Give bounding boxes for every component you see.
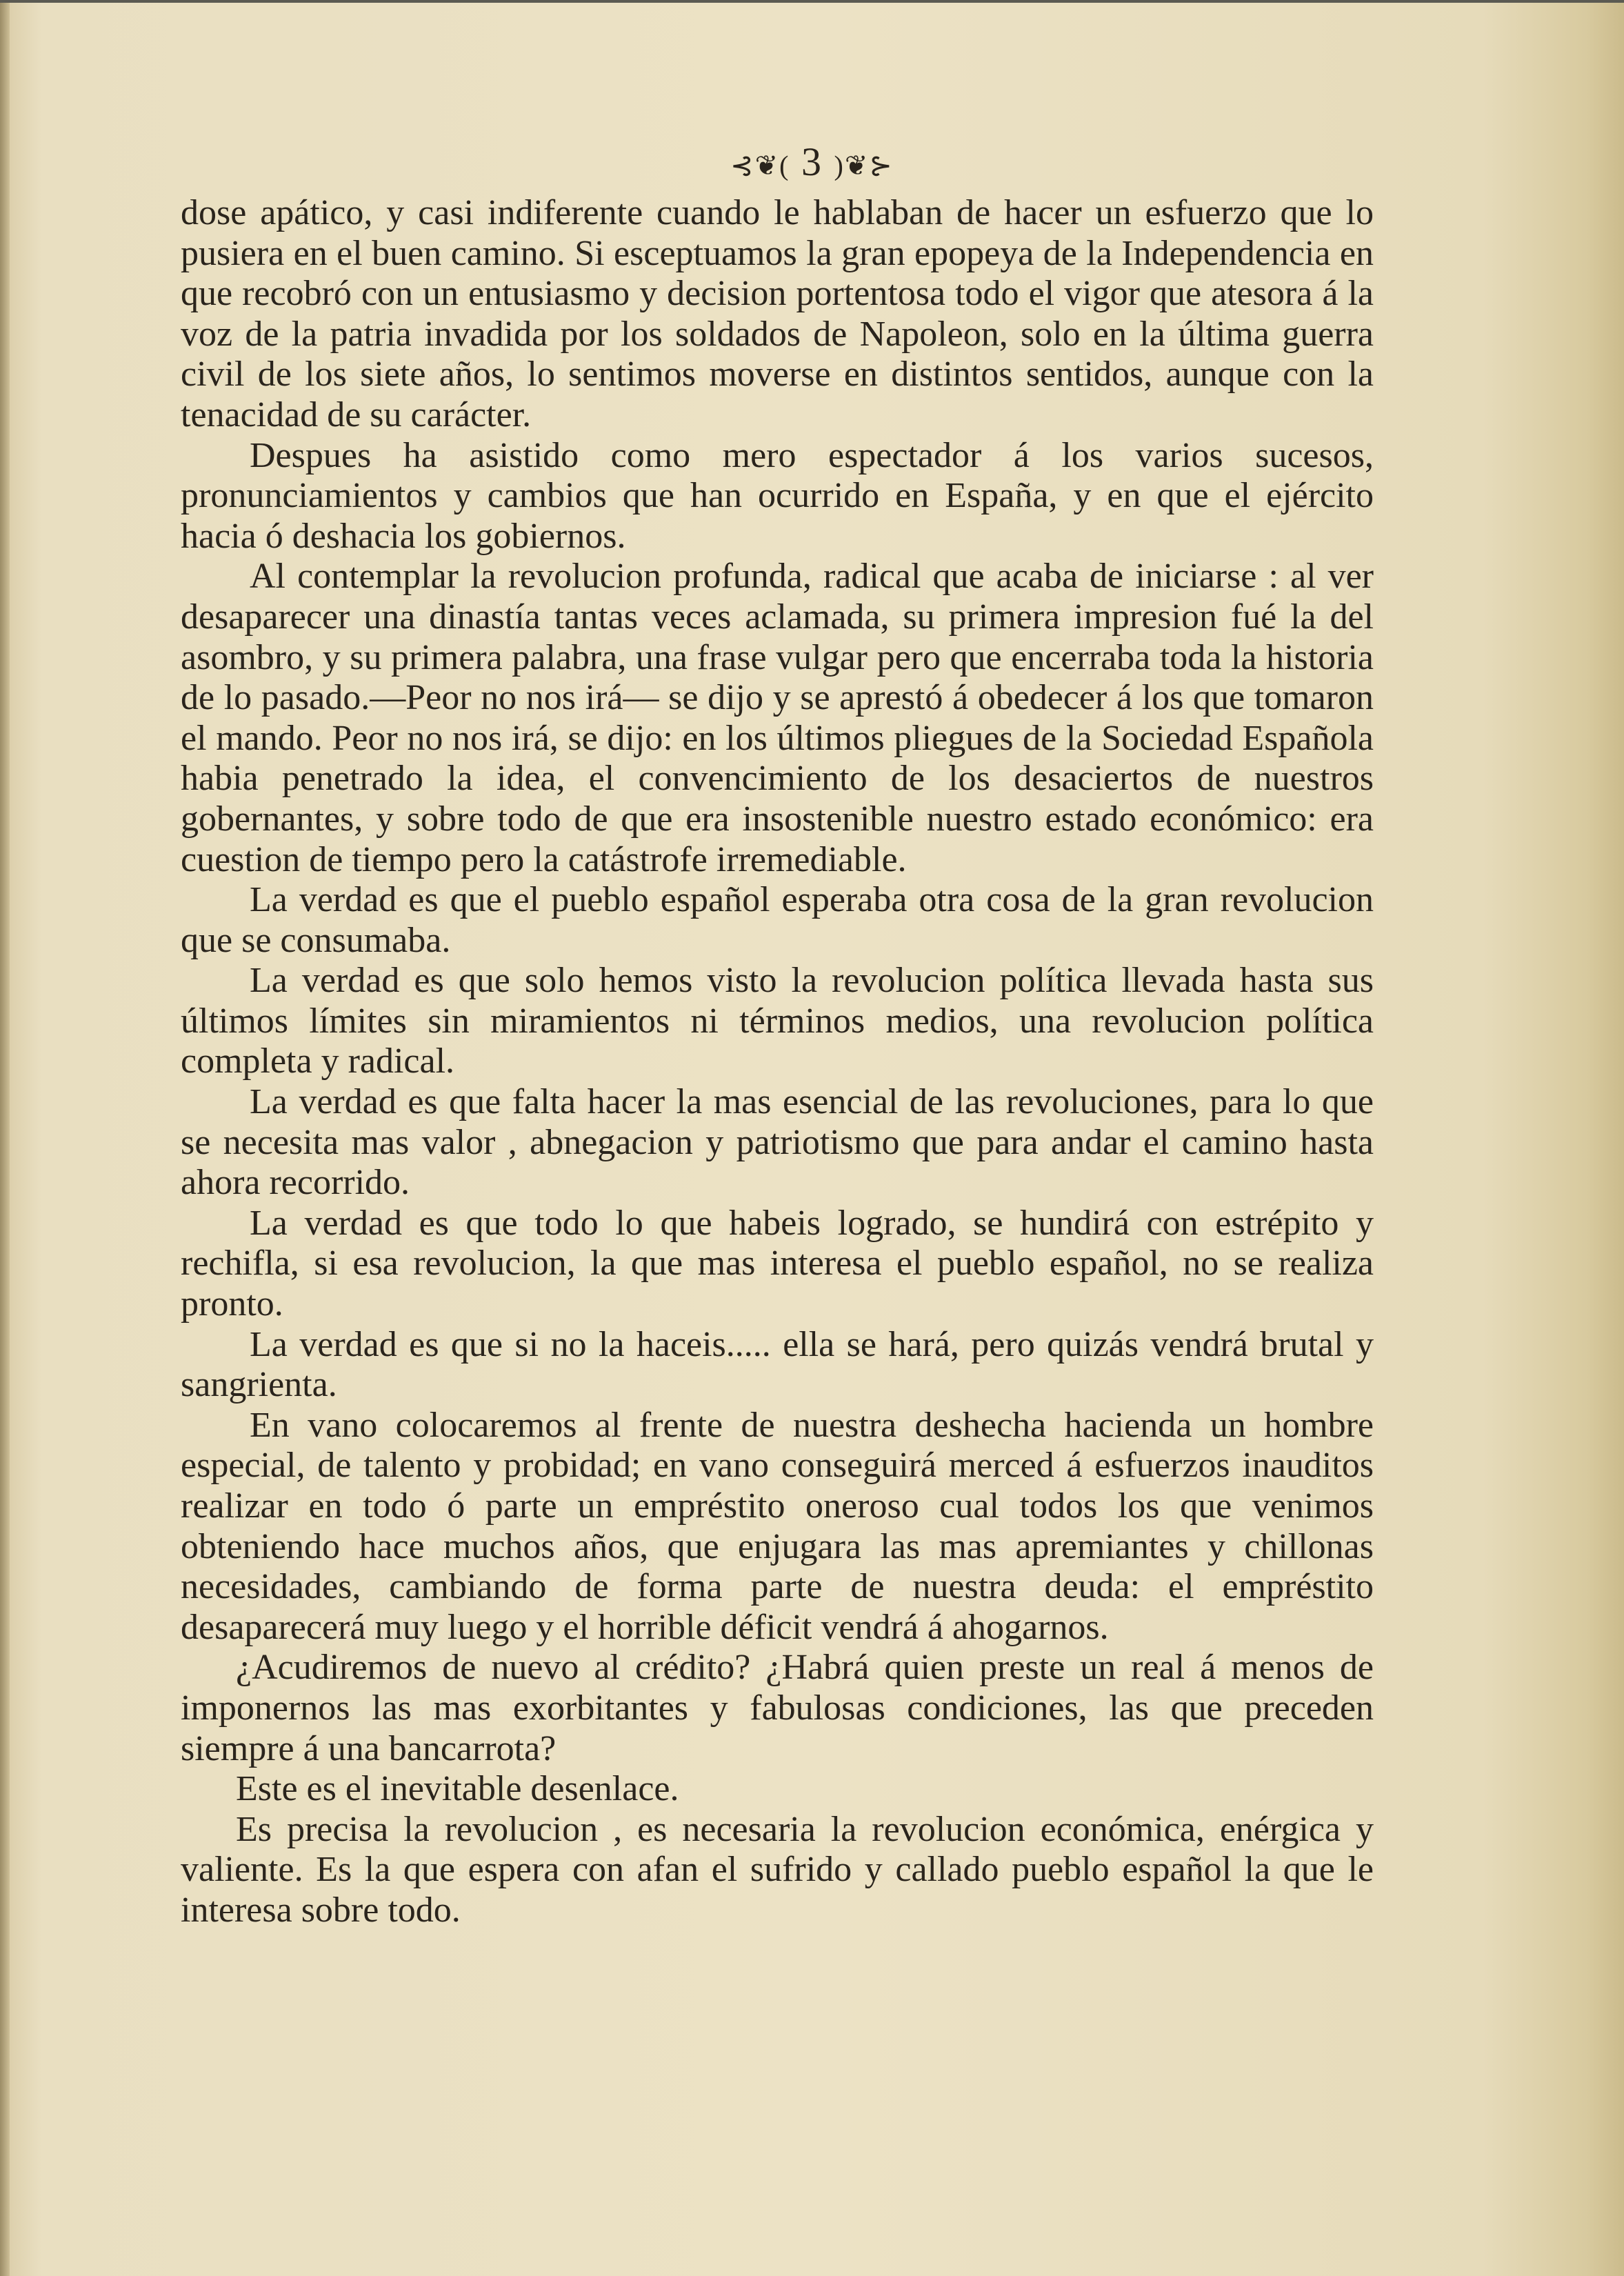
body-text: [181, 193, 1374, 1931]
paragraph: La verdad es que solo hemos visto la revolucion política llevada hasta sus últimos límites sin miramientos ni términos medios, una revolucion política completa y radical.: [181, 961, 1374, 1081]
page-header: [0, 138, 1624, 190]
paragraph: La verdad es que falta hacer la mas esencial de las revoluciones, para lo que se necesita mas valor , abnegacion y patriotismo que para andar el camino hasta ahora recorrido.: [181, 1082, 1374, 1203]
page-number: 3: [801, 139, 823, 184]
paragraph: Este es el inevitable desenlace.: [236, 1769, 679, 1809]
paragraph: Es precisa la revolucion , es necesaria la revolucion económica, enérgica y valiente. Es la que espera con afan el sufrido y callado pueblo español la que le interesa sobre todo.: [181, 1809, 1374, 1930]
ornament-right-icon: )❦⊱: [834, 150, 894, 181]
top-border: [0, 0, 1624, 3]
paragraph: La verdad es que el pueblo español esperaba otra cosa de la gran revolucion que se consumaba.: [181, 880, 1374, 960]
paragraph: La verdad es que si no la haceis..... ella se hará, pero quizás vendrá brutal y sangrienta.: [181, 1324, 1374, 1405]
paragraph: dose apático, y casi indiferente cuando le hablaban de hacer un esfuerzo que lo pusiera en el buen camino. Si esceptuamos la gran epopeya de la Independencia en que recobró con un entusiasmo y decision portentosa todo el vigor que atesora á la voz de la patria invadida por los soldados de Napoleon, solo en la última guerra civil de los siete años, lo sentimos moverse en distintos sentidos, aunque con la tenacidad de su carácter.: [181, 193, 1374, 435]
paragraph: En vano colocaremos al frente de nuestra deshecha hacienda un hombre especial, de talento y probidad; en vano conseguirá merced á esfuerzos inauditos realizar en todo ó parte un empréstito oneroso cual todos los que venimos obteniendo hace muchos años, que enjugara las mas apremiantes y chillonas necesidades, cambiando de forma parte de nuestra deuda: el empréstito desaparecerá muy luego y el horrible déficit vendrá á ahogarnos.: [181, 1405, 1374, 1647]
paragraph: ¿Acudiremos de nuevo al crédito? ¿Habrá quien preste un real á menos de imponernos las mas exorbitantes y fabulosas condiciones, las que preceden siempre á una bancarrota?: [181, 1648, 1374, 1768]
page-edge: [0, 0, 10, 2276]
ornament-left-icon: ⊰❦(: [730, 150, 790, 181]
paragraph: Despues ha asistido como mero espectador á los varios sucesos, pronunciamientos y cambios que han ocurrido en España, y en que el ejército hacia ó deshacia los gobiernos.: [181, 435, 1374, 556]
paragraph: La verdad es que todo lo que habeis logrado, se hundirá con estrépito y rechifla, si esa revolucion, la que mas interesa el pueblo español, no se realiza pronto.: [181, 1203, 1374, 1324]
paragraph: Al contemplar la revolucion profunda, radical que acaba de iniciarse : al ver desaparecer una dinastía tantas veces aclamada, su primera impresion fué la del asombro, y su primera palabra, una frase vulgar pero que encerraba toda la historia de lo pasado.—Peor no nos irá— se dijo y se aprestó á obedecer á los que tomaron el mando. Peor no nos irá, se dijo: en los últimos pliegues de la Sociedad Española habia penetrado la idea, el convencimiento de los desaciertos de nuestros gobernantes, y sobre todo de que era insostenible nuestro estado económico: era cuestion de tiempo pero la catástrofe irremediable.: [181, 557, 1374, 879]
